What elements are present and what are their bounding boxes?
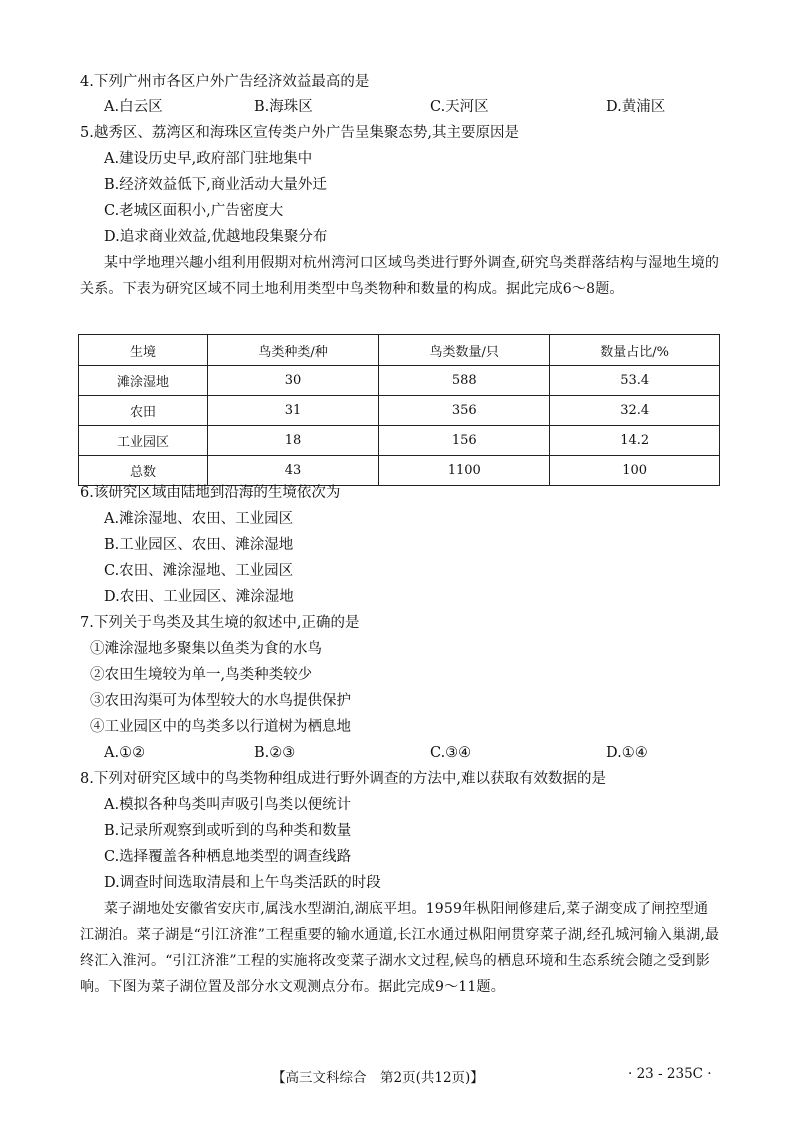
question-5-stem: 5.越秀区、荔湾区和海珠区宣传类户外广告呈集聚态势,其主要原因是	[80, 125, 519, 141]
cell-species: 18	[207, 426, 378, 456]
table-header-row	[79, 335, 720, 366]
header-habitat: 生境	[79, 335, 208, 366]
footer-exam-code: · 23 - 235C ·	[628, 1066, 712, 1082]
q7-option-d: D.①④	[606, 745, 648, 761]
cell-species: 43	[207, 456, 378, 486]
cell-share: 32.4	[550, 396, 720, 426]
q7-option-a: A.①②	[104, 745, 146, 761]
footer-page-info: 【高三文科综合 第2页(共12页)】	[272, 1070, 484, 1086]
q7-statement-1: ①滩涂湿地多聚集以鱼类为食的水鸟	[90, 641, 322, 657]
cell-habitat: 农田	[79, 396, 208, 426]
cell-habitat: 滩涂湿地	[79, 366, 208, 396]
bird-habitat-table	[78, 334, 720, 486]
q5-option-c: C.老城区面积小,广告密度大	[104, 203, 284, 219]
q6-option-a: A.滩涂湿地、农田、工业园区	[104, 511, 294, 527]
q5-option-d: D.追求商业效益,优越地段集聚分布	[104, 229, 328, 245]
q6-option-b: B.工业园区、农田、滩涂湿地	[104, 537, 294, 553]
intro-questions-9-11: 菜子湖地处安徽省安庆市,属浅水型湖泊,湖底平坦。1959年枞阳闸修建后,菜子湖变成了闸控型通江湖泊。菜子湖是“引江济淮”工程重要的输水通道,长江水通过枞阳闸贯穿菜子湖,经孔城河输入巢湖,最终汇入淮河。“引江济淮”工程的实施将改变菜子湖水文过程,候鸟的栖息环境和生态系统会随之受到影响。下图为菜子湖位置及部分水文观测点分布。据此完成9～11题。	[80, 901, 720, 995]
header-species: 鸟类种类/种	[207, 335, 378, 366]
q4-option-b: B.海珠区	[254, 99, 313, 115]
cell-count: 588	[379, 366, 550, 396]
cell-count: 356	[379, 396, 550, 426]
question-4-stem: 4.下列广州市各区户外广告经济效益最高的是	[80, 74, 370, 90]
cell-species: 31	[207, 396, 378, 426]
table-row	[79, 396, 720, 426]
q8-option-a: A.模拟各种鸟类叫声吸引鸟类以便统计	[104, 797, 352, 813]
q8-option-c: C.选择覆盖各种栖息地类型的调查线路	[104, 849, 352, 865]
q4-option-c: C.天河区	[430, 99, 489, 115]
q5-option-a: A.建设历史早,政府部门驻地集中	[104, 151, 313, 167]
cell-count: 156	[379, 426, 550, 456]
cell-habitat: 总数	[79, 456, 208, 486]
q8-option-d: D.调查时间选取清晨和上午鸟类活跃的时段	[104, 875, 381, 891]
question-8-stem: 8.下列对研究区域中的鸟类物种组成进行野外调查的方法中,难以获取有效数据的是	[80, 771, 606, 787]
q4-option-a: A.白云区	[104, 99, 163, 115]
question-7-stem: 7.下列关于鸟类及其生境的叙述中,正确的是	[80, 615, 360, 631]
q4-option-d: D.黄浦区	[606, 99, 666, 115]
q7-statement-2: ②农田生境较为单一,鸟类种类较少	[90, 667, 313, 683]
cell-count: 1100	[379, 456, 550, 486]
cell-share: 100	[550, 456, 720, 486]
cell-share: 14.2	[550, 426, 720, 456]
q6-option-d: D.农田、工业园区、滩涂湿地	[104, 589, 294, 605]
table-row-total	[79, 456, 720, 486]
intro-questions-6-8: 某中学地理兴趣小组利用假期对杭州湾河口区域鸟类进行野外调查,研究鸟类群落结构与湿地生境的关系。下表为研究区域不同土地利用类型中鸟类物种和数量的构成。据此完成6～8题。	[80, 255, 720, 297]
q7-statement-3: ③农田沟渠可为体型较大的水鸟提供保护	[90, 693, 351, 709]
header-count: 鸟类数量/只	[379, 335, 550, 366]
q8-option-b: B.记录所观察到或听到的鸟种类和数量	[104, 823, 352, 839]
q7-option-b: B.②③	[254, 745, 296, 761]
question-6-stem: 6.该研究区域由陆地到沿海的生境依次为	[80, 485, 341, 501]
cell-species: 30	[207, 366, 378, 396]
q7-statement-4: ④工业园区中的鸟类多以行道树为栖息地	[90, 719, 351, 735]
table-row	[79, 366, 720, 396]
table-row	[79, 426, 720, 456]
q5-option-b: B.经济效益低下,商业活动大量外迁	[104, 177, 327, 193]
header-share: 数量占比/%	[550, 335, 720, 366]
q6-option-c: C.农田、滩涂湿地、工业园区	[104, 563, 294, 579]
cell-habitat: 工业园区	[79, 426, 208, 456]
q7-option-c: C.③④	[430, 745, 472, 761]
cell-share: 53.4	[550, 366, 720, 396]
